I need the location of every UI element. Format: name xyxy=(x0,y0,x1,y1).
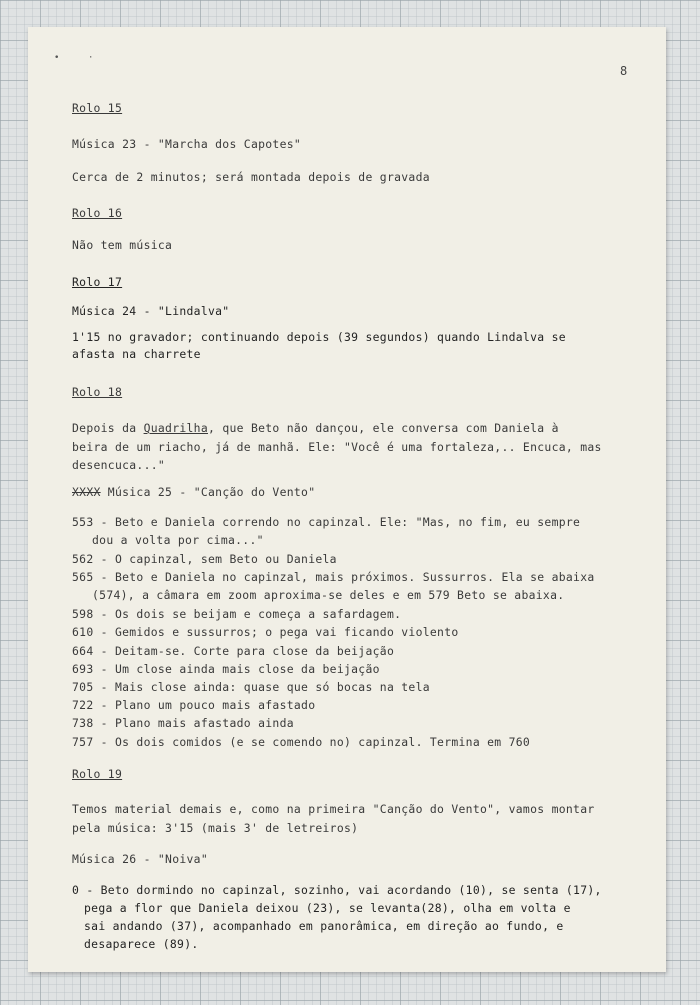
cue-continuation: dou a volta por cima..." xyxy=(92,533,264,547)
section-heading-rolo-18: Rolo 18 xyxy=(72,385,123,399)
music-entry: Música 26 - "Noiva" xyxy=(72,852,208,866)
text-line: pela música: 3'15 (mais 3' de letreiros) xyxy=(72,821,359,835)
text-line: Temos material demais e, como na primeira "Canção do Vento", vamos montar xyxy=(72,802,595,816)
cue-continuation: sai andando (37), acompanhado em panorâmica, em direção ao fundo, e xyxy=(84,919,564,933)
typewritten-page xyxy=(28,27,666,972)
underlined-word: Quadrilha xyxy=(143,421,208,435)
text-line xyxy=(72,421,559,435)
cue-line: 664 - Deitam-se. Corte para close da beijação xyxy=(72,644,395,658)
cue-line: 722 - Plano um pouco mais afastado xyxy=(72,698,316,712)
cue-line: 553 - Beto e Daniela correndo no capinzal. Ele: "Mas, no fim, eu sempre xyxy=(72,515,581,529)
text-line: desencuca..." xyxy=(72,458,166,472)
cue-continuation: pega a flor que Daniela deixou (23), se levanta(28), olha em volta e xyxy=(84,901,571,915)
text-line: afasta na charrete xyxy=(72,347,201,361)
text-line: beira de um riacho, já de manhã. Ele: "Você é uma fortaleza,.. Encuca, mas xyxy=(72,440,602,454)
section-heading-rolo-19: Rolo 19 xyxy=(72,767,123,781)
text-segment: Depois da xyxy=(72,421,144,435)
struck-text: XXXX xyxy=(72,485,101,499)
cue-line: 565 - Beto e Daniela no capinzal, mais próximos. Sussurros. Ela se abaixa xyxy=(72,570,595,584)
section-heading-rolo-16: Rolo 16 xyxy=(72,206,123,220)
cue-line: 0 - Beto dormindo no capinzal, sozinho, vai acordando (10), se senta (17), xyxy=(72,883,602,897)
music-entry: Música 23 - "Marcha dos Capotes" xyxy=(72,137,302,151)
ink-mark: • xyxy=(54,53,60,63)
cue-continuation: desaparece (89). xyxy=(84,937,199,951)
section-heading-rolo-15: Rolo 15 xyxy=(72,101,123,115)
cue-line: 598 - Os dois se beijam e começa a safardagem. xyxy=(72,607,402,621)
cue-line: 610 - Gemidos e sussurros; o pega vai ficando violento xyxy=(72,625,459,639)
page-number: 8 xyxy=(620,64,628,78)
cue-line: 738 - Plano mais afastado ainda xyxy=(72,716,294,730)
cue-line: 693 - Um close ainda mais close da beijação xyxy=(72,662,380,676)
cue-continuation: (574), a câmara em zoom aproxima-se deles e em 579 Beto se abaixa. xyxy=(92,588,565,602)
text-segment: , que Beto não dançou, ele conversa com Daniela à xyxy=(208,421,559,435)
text-segment: Música 25 - "Canção do Vento" xyxy=(100,485,316,499)
section-heading-rolo-17: Rolo 17 xyxy=(72,275,123,289)
cue-line: 562 - O capinzal, sem Beto ou Daniela xyxy=(72,552,337,566)
music-entry: Música 24 - "Lindalva" xyxy=(72,304,230,318)
cue-line: 757 - Os dois comidos (e se comendo no) capinzal. Termina em 760 xyxy=(72,735,531,749)
text-line: Cerca de 2 minutos; será montada depois de gravada xyxy=(72,170,430,184)
music-entry xyxy=(72,485,315,499)
text-line: Não tem música xyxy=(72,238,173,252)
text-line: 1'15 no gravador; continuando depois (39 segundos) quando Lindalva se xyxy=(72,330,566,344)
ink-mark: · xyxy=(88,53,94,63)
cue-line: 705 - Mais close ainda: quase que só bocas na tela xyxy=(72,680,430,694)
